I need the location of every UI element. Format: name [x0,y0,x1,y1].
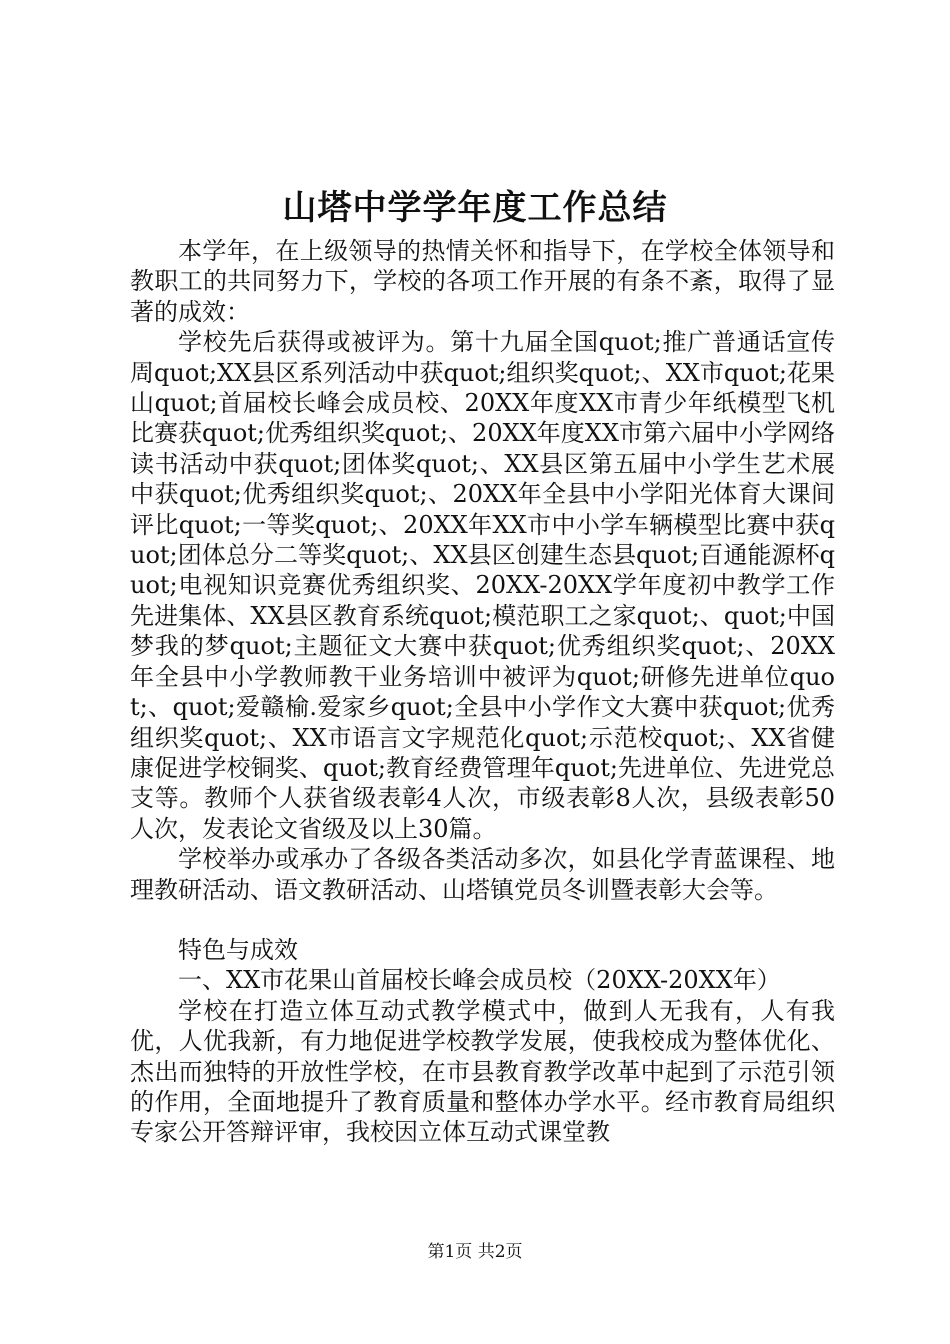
intro-paragraph: 本学年，在上级领导的热情关怀和指导下，在学校全体领导和教职工的共同努力下，学校的各项工作开展的有条不紊，取得了显著的成效： [130,237,835,326]
awards-paragraph: 学校先后获得或被评为。第十九届全国quot;推广普通话宣传周quot;XX县区系列活动中获quot;组织奖quot;、XX市quot;花果山quot;首届校长峰会成员校、20XX年度XX市青少年纸模型飞机比赛获quot;优秀组织奖quot;、20XX年度XX市第六届中小学网络读书活动中获quot;团体奖quot;、XX县区第五届中小学生艺术展中获quot;优秀组织奖quot;、20XX年全县中小学阳光体育大课间评比quot;一等奖quot;、20XX年XX市中小学车辆模型比赛中获quot;团体总分二等奖quot;、XX县区创建生态县quot;百通能源杯quot;电视知识竞赛优秀组织奖、20XX-20XX学年度初中教学工作先进集体、XX县区教育系统quot;模范职工之家quot;、quot;中国梦我的梦quot;主题征文大赛中获quot;优秀组织奖quot;、20XX年全县中小学教师教干业务培训中被评为quot;研修先进单位quot;、quot;爱赣榆.爱家乡quot;全县中小学作文大赛中获quot;优秀组织奖quot;、XX市语言文字规范化quot;示范校quot;、XX省健康促进学校铜奖、quot;教育经费管理年quot;先进单位、先进党总支等。教师个人获省级表彰4人次，市级表彰8人次，县级表彰50人次，发表论文省级及以上30篇。 [130,328,835,843]
page-indicator: 第1页 共2页 [427,1242,523,1262]
section-paragraph: 学校在打造立体互动式教学模式中，做到人无我有，人有我优，人优我新，有力地促进学校教学发展，使我校成为整体优化、杰出而独特的开放性学校，在市县教育教学改革中起到了示范引领的作用，全面地提升了教育质量和整体办学水平。经市教育局组织专家公开答辩评审，我校因立体互动式课堂教 [130,996,835,1147]
paragraph-spacer [130,905,835,935]
activities-paragraph: 学校举办或承办了各级各类活动多次，如县化学青蓝课程、地理教研活动、语文教研活动、山塔镇党员冬训暨表彰大会等。 [130,845,835,904]
subsection-heading: 一、XX市花果山首届校长峰会成员校（20XX-20XX年） [178,966,781,995]
section-heading: 特色与成效 [178,935,298,964]
document-body [130,236,835,1148]
document-title: 山塔中学学年度工作总结 [282,188,668,228]
